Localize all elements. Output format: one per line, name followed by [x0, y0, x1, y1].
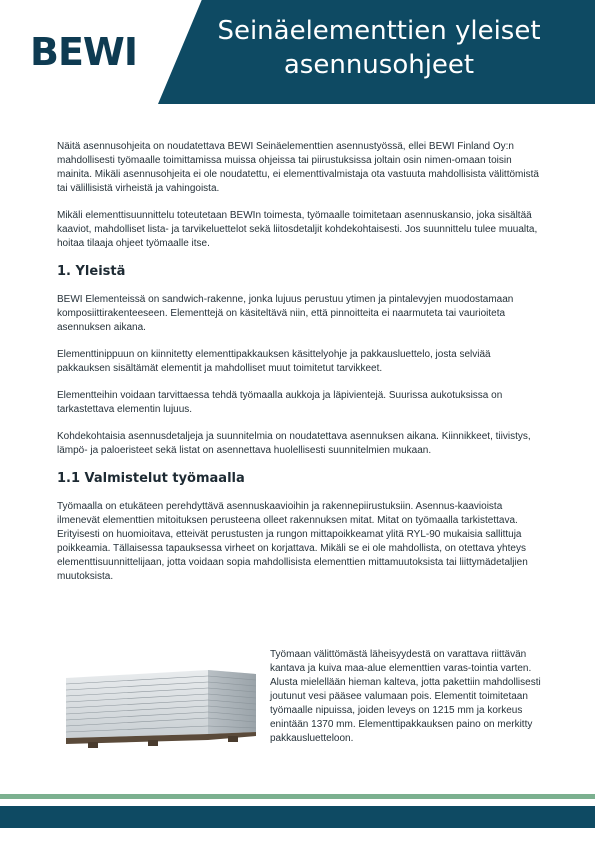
intro-paragraph-2: Mikäli elementtisuunnittelu toteutetaan BEWIn toimesta, työmaalle toimitetaan asennuskansio, joka sisältää kaaviot, mahdolliset lista- ja tarvikeluettelot sekä liitosdetaljit kohdekohtaisesti. Jos suunnittelu tulee muualta, hoitaa tilaaja ohjeet työmaalle itse. — [57, 210, 538, 249]
section-1-heading: 1. Yleistä — [57, 264, 126, 279]
page-title — [175, 14, 583, 82]
element-pallet-photo — [58, 664, 258, 750]
title-line-2: asennusohjeet — [283, 50, 475, 80]
storage-paragraph: Työmaan välittömästä läheisyydestä on varattava riittävän kantava ja kuiva maa-alue elementtien varas-tointia varten. Alusta mielellään hieman kalteva, jotta pakettiin mahdollisesti joutunut vesi pääsee valumaan pois. Elementit toimitetaan työmaalle nipuissa, joiden leveys on 1215 mm ja korkeus enintään 1370 mm. Elementtipakkauksen paino on merkitty pakkausluetteloon. — [270, 649, 541, 744]
intro-paragraph-1: Näitä asennusohjeita on noudatettava BEWI Seinäelementtien asennustyössä, ellei BEWI Finland Oy:n mahdollisesti työmaalle toimittamissa muissa ohjeissa tai piirustuksissa joltain osin nimen-omaan toisin mainita. Mikäli asennusohjeita ei ole noudatettu, ei elementtivalmistaja ota vastuuta mahdollisista välittömistä tai välillisistä virheistä ja vahingoista. — [57, 141, 539, 194]
section-1-paragraph-2: Elementtinippuun on kiinnitetty elementtipakkauksen käsittelyohje ja pakkausluettelo, josta selviää pakkauksen sisältämät elementit ja mahdolliset muut toimitetut tarvikkeet. — [57, 349, 491, 374]
footer-navy-band — [0, 806, 595, 828]
section-1-1-paragraph: Työmaalla on etukäteen perehdyttävä asennuskaavioihin ja rakennepiirustuksiin. Asennus-kaavioista ilmenevät elementtien mitoituksen perusteena olleet rakennuksen mitat. Mitat on työmaalla tarkistettava. Erityisesti on huomioitava, etteivät perustusten ja rungon mittapoikkeamat ylitä RYL-90 mukaisia sallittuja poikkeamia. Tällaisessa tapauksessa virheet on korjattava. Mikäli se ei ole mahdollista, on otettava yhteys elementtisuunnittelijaan, jotta voidaan sopia mahdollisista elementtien mittamuutoksista tai liittymädetaljien muutoksista. — [57, 501, 528, 582]
logo-text: BEWI — [30, 30, 137, 74]
footer-green-stripe — [0, 794, 595, 799]
section-1-paragraph-1: BEWI Elementeissä on sandwich-rakenne, jonka lujuus perustuu ytimen ja pintalevyjen muodostamaan komposiittirakenteeseen. Elementtejä on käsiteltävä niin, että pinnoitteita ei naarmuteta tai vaurioiteta asennuksen aikana. — [57, 294, 514, 333]
section-1-paragraph-3: Elementteihin voidaan tarvittaessa tehdä työmaalla aukkoja ja läpivientejä. Suurissa aukotuksissa on tarkastettava elementin lujuus. — [57, 390, 503, 415]
logo — [30, 30, 137, 74]
section-1-paragraph-4: Kohdekohtaisia asennusdetaljeja ja suunnitelmia on noudatettava asennuksen aikana. Kiinnikkeet, tiivistys, lämpö- ja paloeristeet sekä listat on asennettava huolellisesti suunnitelmien mukaan. — [57, 431, 531, 456]
title-line-1: Seinäelementtien yleiset — [217, 16, 541, 46]
main-content — [57, 140, 542, 597]
section-1-1-heading: 1.1 Valmistelut työmaalla — [57, 471, 245, 486]
